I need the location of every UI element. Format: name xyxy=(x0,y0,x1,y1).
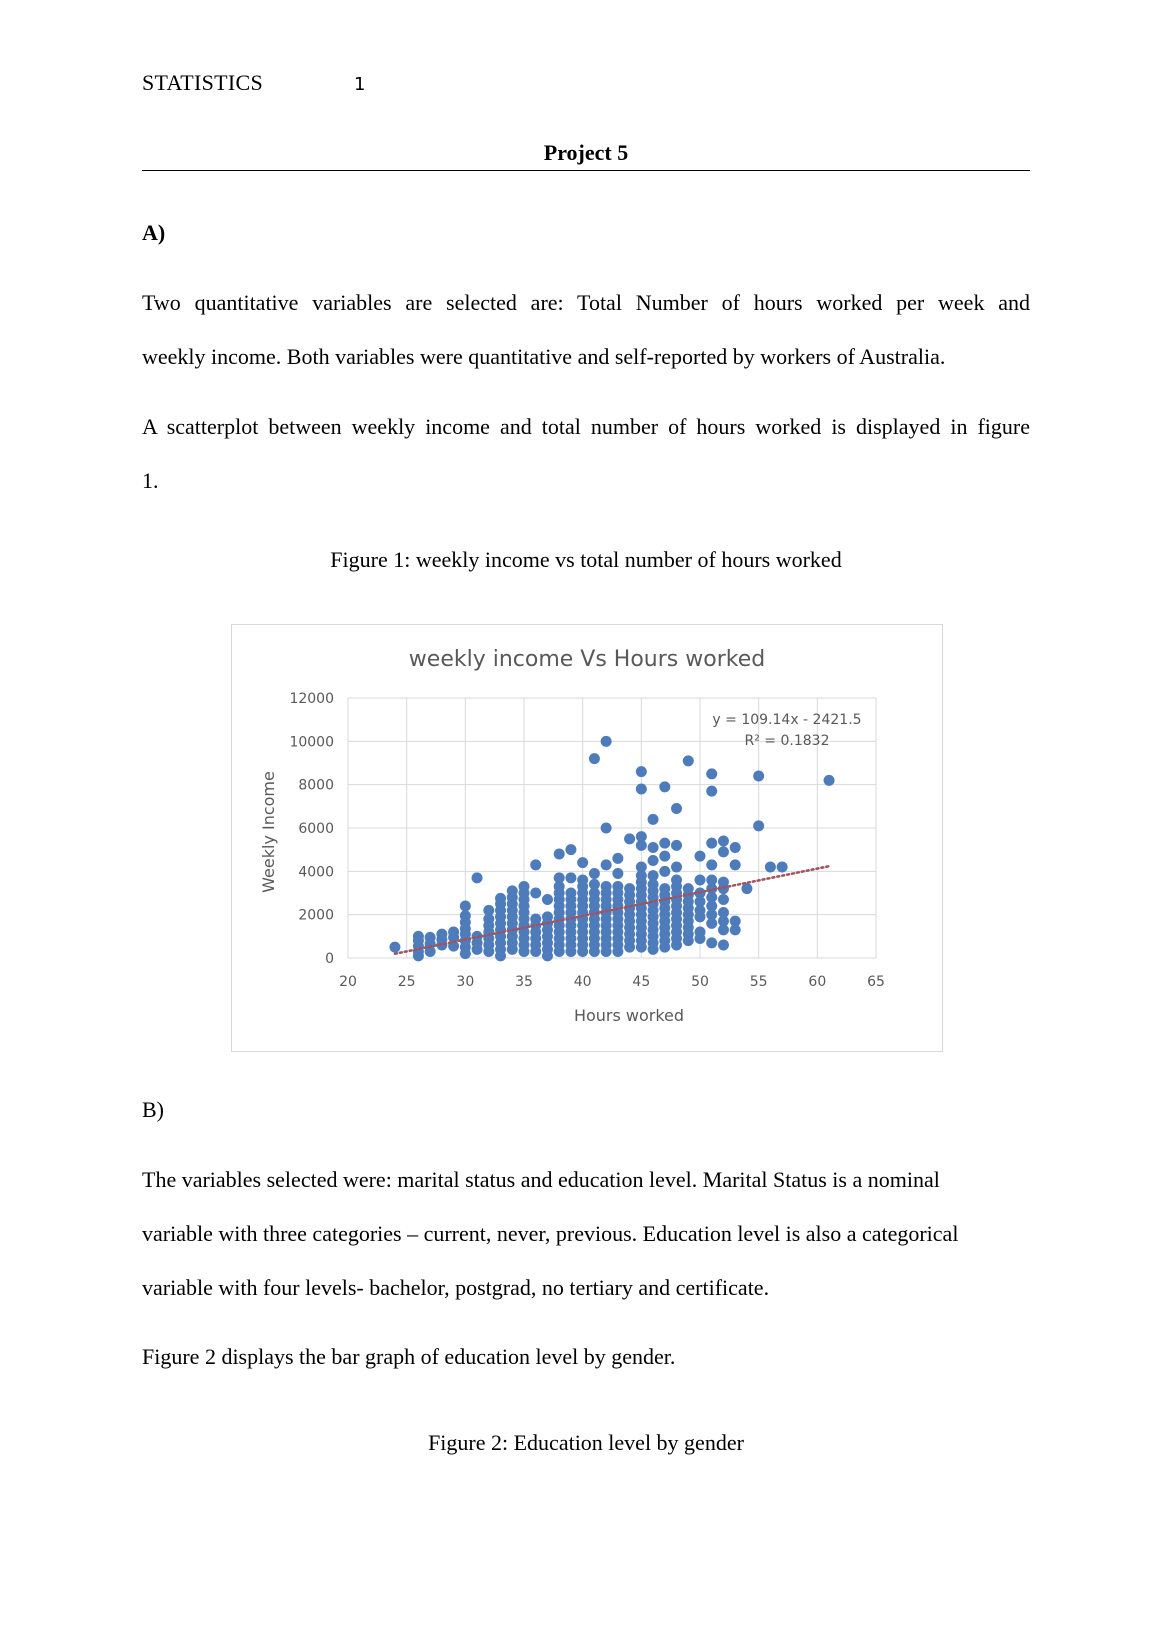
paragraph-line: 1. xyxy=(142,468,159,493)
paragraph-line: A scatterplot between weekly income and total number of hours worked is displayed in figure xyxy=(142,414,1030,439)
data-point xyxy=(589,753,600,764)
data-point xyxy=(695,851,706,862)
data-point xyxy=(683,755,694,766)
x-tick-label: 50 xyxy=(691,974,709,990)
x-tick-label: 30 xyxy=(456,974,475,990)
data-point xyxy=(589,879,600,890)
trendline-r-squared: R² = 0.1832 xyxy=(744,733,830,749)
x-tick-label: 20 xyxy=(339,974,357,990)
trendline-equation: y = 109.14x - 2421.5 xyxy=(712,712,862,728)
data-point xyxy=(730,859,741,870)
data-point xyxy=(706,786,717,797)
x-tick-label: 55 xyxy=(749,974,768,990)
y-tick-label: 10000 xyxy=(289,734,334,751)
data-point xyxy=(659,851,670,862)
data-point xyxy=(730,842,741,853)
data-point xyxy=(706,768,717,779)
y-tick-label: 0 xyxy=(325,951,334,967)
data-point xyxy=(706,875,717,886)
paragraph-line: variable with four levels- bachelor, postgrad, no tertiary and certificate. xyxy=(142,1275,770,1300)
data-point xyxy=(753,771,764,782)
data-point xyxy=(542,894,553,905)
data-point xyxy=(636,862,647,873)
figure-2-caption: Figure 2: Education level by gender xyxy=(428,1430,744,1455)
data-point xyxy=(472,872,483,883)
data-point xyxy=(777,862,788,873)
data-point xyxy=(530,859,541,870)
data-point xyxy=(460,901,471,912)
x-tick-label: 35 xyxy=(515,974,533,990)
data-point xyxy=(601,736,612,747)
data-point xyxy=(542,911,553,922)
data-point xyxy=(425,932,436,943)
data-point xyxy=(730,916,741,927)
page-title: Project 5 xyxy=(543,140,629,165)
section-b-paragraph-1 xyxy=(142,1153,1030,1315)
data-point xyxy=(413,931,424,942)
figure-1-caption: Figure 1: weekly income vs total number of hours worked xyxy=(330,547,842,572)
y-tick-label: 12000 xyxy=(289,691,334,707)
data-point xyxy=(753,820,764,831)
y-tick-label: 2000 xyxy=(298,907,334,924)
data-point xyxy=(659,781,670,792)
data-point xyxy=(671,862,682,873)
data-point xyxy=(636,831,647,842)
data-point xyxy=(565,888,576,899)
data-point xyxy=(519,881,530,892)
data-point xyxy=(565,844,576,855)
data-point xyxy=(683,883,694,894)
chart-title: weekly income Vs Hours worked xyxy=(408,647,766,672)
data-point xyxy=(530,914,541,925)
data-point xyxy=(612,881,623,892)
data-point xyxy=(577,857,588,868)
section-b-heading: B) xyxy=(142,1097,164,1122)
data-point xyxy=(554,872,565,883)
data-point xyxy=(577,875,588,886)
data-point xyxy=(565,872,576,883)
x-tick-label: 60 xyxy=(808,974,827,990)
paragraph-line: weekly income. Both variables were quantitative and self-reported by workers of Australia. xyxy=(142,344,946,369)
x-tick-label: 25 xyxy=(397,974,416,990)
data-point xyxy=(636,766,647,777)
data-point xyxy=(530,888,541,899)
section-a-paragraph-1 xyxy=(142,276,1030,384)
data-point xyxy=(706,859,717,870)
trendline xyxy=(395,866,829,953)
data-point xyxy=(601,881,612,892)
data-point xyxy=(648,814,659,825)
data-point xyxy=(718,894,729,905)
data-point xyxy=(448,927,459,938)
data-point xyxy=(624,833,635,844)
data-point xyxy=(706,937,717,948)
data-point xyxy=(507,885,518,896)
chart-points xyxy=(389,736,834,962)
data-point xyxy=(601,823,612,834)
data-point xyxy=(695,927,706,938)
x-tick-label: 45 xyxy=(632,974,651,990)
y-tick-label: 6000 xyxy=(298,821,334,837)
data-point xyxy=(483,905,494,916)
data-point xyxy=(624,883,635,894)
data-point xyxy=(718,846,729,857)
data-point xyxy=(824,775,835,786)
data-point xyxy=(636,784,647,795)
paragraph-line: variable with three categories – current, never, previous. Education level is also a categorical xyxy=(142,1221,959,1246)
data-point xyxy=(648,842,659,853)
x-tick-label: 65 xyxy=(867,974,885,990)
title-rule xyxy=(142,170,1030,171)
data-point xyxy=(659,838,670,849)
paragraph-line: Two quantitative variables are selected are: Total Number of hours worked per week and xyxy=(142,290,1030,315)
data-point xyxy=(718,836,729,847)
data-point xyxy=(718,940,729,951)
data-point xyxy=(706,838,717,849)
data-point xyxy=(460,910,471,921)
running-head: STATISTICS xyxy=(142,70,264,95)
data-point xyxy=(601,859,612,870)
paragraph-line: The variables selected were: marital status and education level. Marital Status is a nominal xyxy=(142,1167,940,1192)
section-a-heading: A) xyxy=(142,220,166,245)
data-point xyxy=(589,868,600,879)
data-point xyxy=(495,893,506,904)
scatter-chart-svg xyxy=(232,625,942,1051)
data-point xyxy=(659,866,670,877)
section-a-paragraph-2 xyxy=(142,400,1030,508)
x-tick-label: 40 xyxy=(573,974,592,990)
data-point xyxy=(695,875,706,886)
data-point xyxy=(718,907,729,918)
section-b-paragraph-2: Figure 2 displays the bar graph of education level by gender. xyxy=(142,1344,676,1369)
data-point xyxy=(648,870,659,881)
y-tick-label: 8000 xyxy=(298,777,334,794)
scatter-chart xyxy=(231,624,943,1052)
data-point xyxy=(612,853,623,864)
data-point xyxy=(648,855,659,866)
data-point xyxy=(671,840,682,851)
data-point xyxy=(765,862,776,873)
data-point xyxy=(671,875,682,886)
data-point xyxy=(389,942,400,953)
page-number: 1 xyxy=(354,74,366,95)
data-point xyxy=(554,849,565,860)
chart-trendline-group xyxy=(395,866,829,953)
data-point xyxy=(659,883,670,894)
data-point xyxy=(671,803,682,814)
y-axis-label: Weekly Income xyxy=(259,771,278,893)
data-point xyxy=(436,929,447,940)
y-tick-label: 4000 xyxy=(298,864,334,881)
data-point xyxy=(612,868,623,879)
x-axis-label: Hours worked xyxy=(573,1006,685,1025)
